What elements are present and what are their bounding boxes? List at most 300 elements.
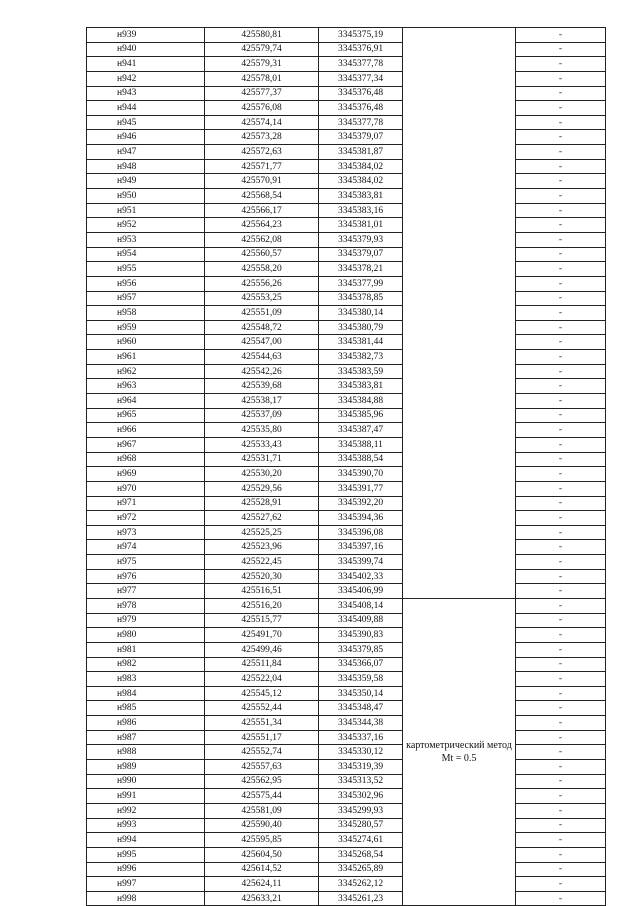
y-coordinate-cell: 3345388,11 <box>319 437 403 452</box>
y-coordinate-cell: 3345384,02 <box>319 174 403 189</box>
x-coordinate-cell: 425557,63 <box>205 760 319 775</box>
table-row <box>87 584 606 599</box>
error-cell: - <box>516 877 606 892</box>
table-row <box>87 803 606 818</box>
point-id-cell: н961 <box>87 350 205 365</box>
table-row <box>87 847 606 862</box>
error-cell: - <box>516 569 606 584</box>
table-row <box>87 86 606 101</box>
error-cell: - <box>516 350 606 365</box>
error-cell: - <box>516 86 606 101</box>
point-id-cell: н988 <box>87 745 205 760</box>
error-cell: - <box>516 262 606 277</box>
y-coordinate-cell: 3345380,79 <box>319 320 403 335</box>
table-row <box>87 540 606 555</box>
x-coordinate-cell: 425614,52 <box>205 862 319 877</box>
x-coordinate-cell: 425547,00 <box>205 335 319 350</box>
point-id-cell: н944 <box>87 101 205 116</box>
error-cell: - <box>516 364 606 379</box>
error-cell: - <box>516 716 606 731</box>
y-coordinate-cell: 3345379,07 <box>319 247 403 262</box>
x-coordinate-cell: 425579,74 <box>205 42 319 57</box>
table-row <box>87 394 606 409</box>
y-coordinate-cell: 3345268,54 <box>319 847 403 862</box>
y-coordinate-cell: 3345330,12 <box>319 745 403 760</box>
x-coordinate-cell: 425537,09 <box>205 408 319 423</box>
table-row <box>87 71 606 86</box>
y-coordinate-cell: 3345348,47 <box>319 701 403 716</box>
y-coordinate-cell: 3345391,77 <box>319 481 403 496</box>
error-cell: - <box>516 71 606 86</box>
x-coordinate-cell: 425551,17 <box>205 730 319 745</box>
table-row <box>87 774 606 789</box>
point-id-cell: н952 <box>87 218 205 233</box>
error-cell: - <box>516 833 606 848</box>
y-coordinate-cell: 3345377,78 <box>319 57 403 72</box>
point-id-cell: н993 <box>87 818 205 833</box>
x-coordinate-cell: 425571,77 <box>205 159 319 174</box>
x-coordinate-cell: 425530,20 <box>205 467 319 482</box>
point-id-cell: н983 <box>87 672 205 687</box>
table-row <box>87 159 606 174</box>
point-id-cell: н978 <box>87 598 205 613</box>
table-row <box>87 511 606 526</box>
table-row <box>87 481 606 496</box>
point-id-cell: н985 <box>87 701 205 716</box>
y-coordinate-cell: 3345390,70 <box>319 467 403 482</box>
y-coordinate-cell: 3345376,48 <box>319 101 403 116</box>
x-coordinate-cell: 425551,09 <box>205 306 319 321</box>
table-row <box>87 364 606 379</box>
point-id-cell: н959 <box>87 320 205 335</box>
x-coordinate-cell: 425531,71 <box>205 452 319 467</box>
table-row <box>87 189 606 204</box>
table-row <box>87 350 606 365</box>
point-id-cell: н982 <box>87 657 205 672</box>
table-row <box>87 262 606 277</box>
point-id-cell: н942 <box>87 71 205 86</box>
x-coordinate-cell: 425522,04 <box>205 672 319 687</box>
point-id-cell: н949 <box>87 174 205 189</box>
y-coordinate-cell: 3345387,47 <box>319 423 403 438</box>
y-coordinate-cell: 3345319,39 <box>319 760 403 775</box>
x-coordinate-cell: 425539,68 <box>205 379 319 394</box>
y-coordinate-cell: 3345379,93 <box>319 232 403 247</box>
point-id-cell: н987 <box>87 730 205 745</box>
point-id-cell: н995 <box>87 847 205 862</box>
y-coordinate-cell: 3345381,01 <box>319 218 403 233</box>
y-coordinate-cell: 3345337,16 <box>319 730 403 745</box>
error-cell: - <box>516 760 606 775</box>
table-row <box>87 525 606 540</box>
error-cell: - <box>516 598 606 613</box>
error-cell: - <box>516 189 606 204</box>
y-coordinate-cell: 3345409,88 <box>319 613 403 628</box>
y-coordinate-cell: 3345378,21 <box>319 262 403 277</box>
y-coordinate-cell: 3345380,14 <box>319 306 403 321</box>
y-coordinate-cell: 3345394,36 <box>319 511 403 526</box>
error-cell: - <box>516 628 606 643</box>
point-id-cell: н974 <box>87 540 205 555</box>
table-row <box>87 101 606 116</box>
point-id-cell: н948 <box>87 159 205 174</box>
table-row <box>87 247 606 262</box>
x-coordinate-cell: 425562,95 <box>205 774 319 789</box>
point-id-cell: н997 <box>87 877 205 892</box>
y-coordinate-cell: 3345302,96 <box>319 789 403 804</box>
table-row <box>87 569 606 584</box>
y-coordinate-cell: 3345402,33 <box>319 569 403 584</box>
error-cell: - <box>516 803 606 818</box>
y-coordinate-cell: 3345313,52 <box>319 774 403 789</box>
point-id-cell: н968 <box>87 452 205 467</box>
point-id-cell: н958 <box>87 306 205 321</box>
x-coordinate-cell: 425511,84 <box>205 657 319 672</box>
x-coordinate-cell: 425580,81 <box>205 28 319 43</box>
point-id-cell: н965 <box>87 408 205 423</box>
point-id-cell: н940 <box>87 42 205 57</box>
point-id-cell: н963 <box>87 379 205 394</box>
error-cell: - <box>516 115 606 130</box>
x-coordinate-cell: 425578,01 <box>205 71 319 86</box>
point-id-cell: н956 <box>87 276 205 291</box>
error-cell: - <box>516 774 606 789</box>
x-coordinate-cell: 425590,40 <box>205 818 319 833</box>
error-cell: - <box>516 862 606 877</box>
x-coordinate-cell: 425551,34 <box>205 716 319 731</box>
error-cell: - <box>516 42 606 57</box>
error-cell: - <box>516 306 606 321</box>
error-cell: - <box>516 555 606 570</box>
table-row <box>87 628 606 643</box>
y-coordinate-cell: 3345299,93 <box>319 803 403 818</box>
y-coordinate-cell: 3345408,14 <box>319 598 403 613</box>
table-row <box>87 291 606 306</box>
table-row <box>87 672 606 687</box>
point-id-cell: н941 <box>87 57 205 72</box>
point-id-cell: н975 <box>87 555 205 570</box>
y-coordinate-cell: 3345384,88 <box>319 394 403 409</box>
table-row <box>87 760 606 775</box>
table-row <box>87 423 606 438</box>
x-coordinate-cell: 425633,21 <box>205 891 319 906</box>
y-coordinate-cell: 3345261,23 <box>319 891 403 906</box>
table-row <box>87 57 606 72</box>
point-id-cell: н943 <box>87 86 205 101</box>
x-coordinate-cell: 425573,28 <box>205 130 319 145</box>
point-id-cell: н970 <box>87 481 205 496</box>
table-row <box>87 598 606 613</box>
error-cell: - <box>516 408 606 423</box>
x-coordinate-cell: 425544,63 <box>205 350 319 365</box>
point-id-cell: н989 <box>87 760 205 775</box>
table-row <box>87 642 606 657</box>
x-coordinate-cell: 425579,31 <box>205 57 319 72</box>
x-coordinate-cell: 425516,51 <box>205 584 319 599</box>
table-row <box>87 862 606 877</box>
error-cell: - <box>516 540 606 555</box>
x-coordinate-cell: 425570,91 <box>205 174 319 189</box>
y-coordinate-cell: 3345377,78 <box>319 115 403 130</box>
error-cell: - <box>516 57 606 72</box>
table-row <box>87 28 606 43</box>
table-row <box>87 276 606 291</box>
y-coordinate-cell: 3345379,07 <box>319 130 403 145</box>
point-id-cell: н981 <box>87 642 205 657</box>
x-coordinate-cell: 425535,80 <box>205 423 319 438</box>
x-coordinate-cell: 425529,56 <box>205 481 319 496</box>
table-row <box>87 686 606 701</box>
point-id-cell: н969 <box>87 467 205 482</box>
point-id-cell: н992 <box>87 803 205 818</box>
x-coordinate-cell: 425581,09 <box>205 803 319 818</box>
x-coordinate-cell: 425568,54 <box>205 189 319 204</box>
point-id-cell: н980 <box>87 628 205 643</box>
y-coordinate-cell: 3345383,59 <box>319 364 403 379</box>
error-cell: - <box>516 525 606 540</box>
point-id-cell: н945 <box>87 115 205 130</box>
error-cell: - <box>516 745 606 760</box>
x-coordinate-cell: 425566,17 <box>205 203 319 218</box>
error-cell: - <box>516 145 606 160</box>
table-row <box>87 467 606 482</box>
y-coordinate-cell: 3345388,54 <box>319 452 403 467</box>
x-coordinate-cell: 425624,11 <box>205 877 319 892</box>
error-cell: - <box>516 584 606 599</box>
y-coordinate-cell: 3345274,61 <box>319 833 403 848</box>
table-row <box>87 496 606 511</box>
table-row <box>87 613 606 628</box>
error-cell: - <box>516 291 606 306</box>
table-row <box>87 452 606 467</box>
y-coordinate-cell: 3345366,07 <box>319 657 403 672</box>
y-coordinate-cell: 3345381,44 <box>319 335 403 350</box>
y-coordinate-cell: 3345390,83 <box>319 628 403 643</box>
error-cell: - <box>516 203 606 218</box>
x-coordinate-cell: 425527,62 <box>205 511 319 526</box>
error-cell: - <box>516 437 606 452</box>
x-coordinate-cell: 425515,77 <box>205 613 319 628</box>
error-cell: - <box>516 452 606 467</box>
y-coordinate-cell: 3345375,19 <box>319 28 403 43</box>
error-cell: - <box>516 789 606 804</box>
y-coordinate-cell: 3345350,14 <box>319 686 403 701</box>
point-id-cell: н957 <box>87 291 205 306</box>
table-row <box>87 789 606 804</box>
x-coordinate-cell: 425552,44 <box>205 701 319 716</box>
y-coordinate-cell: 3345383,16 <box>319 203 403 218</box>
x-coordinate-cell: 425548,72 <box>205 320 319 335</box>
x-coordinate-cell: 425552,74 <box>205 745 319 760</box>
y-coordinate-cell: 3345265,89 <box>319 862 403 877</box>
error-cell: - <box>516 379 606 394</box>
y-coordinate-cell: 3345376,91 <box>319 42 403 57</box>
table-row <box>87 701 606 716</box>
point-id-cell: н996 <box>87 862 205 877</box>
table-row <box>87 306 606 321</box>
error-cell: - <box>516 613 606 628</box>
x-coordinate-cell: 425564,23 <box>205 218 319 233</box>
error-cell: - <box>516 730 606 745</box>
table-row <box>87 335 606 350</box>
error-cell: - <box>516 511 606 526</box>
error-cell: - <box>516 467 606 482</box>
point-id-cell: н971 <box>87 496 205 511</box>
error-cell: - <box>516 159 606 174</box>
table-row <box>87 145 606 160</box>
x-coordinate-cell: 425516,20 <box>205 598 319 613</box>
method-cell <box>403 28 516 599</box>
point-id-cell: н951 <box>87 203 205 218</box>
point-id-cell: н964 <box>87 394 205 409</box>
y-coordinate-cell: 3345392,20 <box>319 496 403 511</box>
error-cell: - <box>516 496 606 511</box>
table-row <box>87 130 606 145</box>
point-id-cell: н960 <box>87 335 205 350</box>
table-row <box>87 891 606 906</box>
error-cell: - <box>516 818 606 833</box>
x-coordinate-cell: 425523,96 <box>205 540 319 555</box>
point-id-cell: н973 <box>87 525 205 540</box>
error-cell: - <box>516 891 606 906</box>
x-coordinate-cell: 425577,37 <box>205 86 319 101</box>
point-id-cell: н939 <box>87 28 205 43</box>
y-coordinate-cell: 3345378,85 <box>319 291 403 306</box>
error-cell: - <box>516 320 606 335</box>
table-row <box>87 320 606 335</box>
x-coordinate-cell: 425572,63 <box>205 145 319 160</box>
error-cell: - <box>516 335 606 350</box>
x-coordinate-cell: 425575,44 <box>205 789 319 804</box>
table-row <box>87 379 606 394</box>
y-coordinate-cell: 3345376,48 <box>319 86 403 101</box>
point-id-cell: н955 <box>87 262 205 277</box>
y-coordinate-cell: 3345383,81 <box>319 189 403 204</box>
method-cell <box>403 598 516 905</box>
error-cell: - <box>516 130 606 145</box>
y-coordinate-cell: 3345377,34 <box>319 71 403 86</box>
point-id-cell: н947 <box>87 145 205 160</box>
x-coordinate-cell: 425560,57 <box>205 247 319 262</box>
y-coordinate-cell: 3345384,02 <box>319 159 403 174</box>
x-coordinate-cell: 425520,30 <box>205 569 319 584</box>
error-cell: - <box>516 657 606 672</box>
error-cell: - <box>516 701 606 716</box>
x-coordinate-cell: 425556,26 <box>205 276 319 291</box>
coordinates-table <box>86 27 606 906</box>
y-coordinate-cell: 3345262,12 <box>319 877 403 892</box>
y-coordinate-cell: 3345382,73 <box>319 350 403 365</box>
table-row <box>87 115 606 130</box>
table-row <box>87 730 606 745</box>
y-coordinate-cell: 3345385,96 <box>319 408 403 423</box>
point-id-cell: н994 <box>87 833 205 848</box>
table-row <box>87 833 606 848</box>
table-row <box>87 437 606 452</box>
y-coordinate-cell: 3345377,99 <box>319 276 403 291</box>
table-row <box>87 174 606 189</box>
error-cell: - <box>516 247 606 262</box>
y-coordinate-cell: 3345397,16 <box>319 540 403 555</box>
point-id-cell: н962 <box>87 364 205 379</box>
point-id-cell: н976 <box>87 569 205 584</box>
error-cell: - <box>516 232 606 247</box>
point-id-cell: н967 <box>87 437 205 452</box>
x-coordinate-cell: 425528,91 <box>205 496 319 511</box>
error-cell: - <box>516 672 606 687</box>
point-id-cell: н953 <box>87 232 205 247</box>
point-id-cell: н991 <box>87 789 205 804</box>
y-coordinate-cell: 3345399,74 <box>319 555 403 570</box>
x-coordinate-cell: 425542,26 <box>205 364 319 379</box>
error-cell: - <box>516 847 606 862</box>
x-coordinate-cell: 425533,43 <box>205 437 319 452</box>
y-coordinate-cell: 3345396,08 <box>319 525 403 540</box>
x-coordinate-cell: 425604,50 <box>205 847 319 862</box>
table-row <box>87 716 606 731</box>
x-coordinate-cell: 425553,25 <box>205 291 319 306</box>
x-coordinate-cell: 425558,20 <box>205 262 319 277</box>
error-cell: - <box>516 642 606 657</box>
table-row <box>87 408 606 423</box>
x-coordinate-cell: 425491,70 <box>205 628 319 643</box>
x-coordinate-cell: 425525,25 <box>205 525 319 540</box>
y-coordinate-cell: 3345381,87 <box>319 145 403 160</box>
method-text: картометрический метод Mt = 0.5 <box>406 740 512 765</box>
point-id-cell: н950 <box>87 189 205 204</box>
table-row <box>87 818 606 833</box>
x-coordinate-cell: 425499,46 <box>205 642 319 657</box>
table-row <box>87 657 606 672</box>
point-id-cell: н954 <box>87 247 205 262</box>
point-id-cell: н990 <box>87 774 205 789</box>
x-coordinate-cell: 425574,14 <box>205 115 319 130</box>
table-row <box>87 745 606 760</box>
point-id-cell: н979 <box>87 613 205 628</box>
table-row <box>87 218 606 233</box>
point-id-cell: н966 <box>87 423 205 438</box>
point-id-cell: н977 <box>87 584 205 599</box>
error-cell: - <box>516 276 606 291</box>
table-row <box>87 203 606 218</box>
table-row <box>87 232 606 247</box>
x-coordinate-cell: 425576,08 <box>205 101 319 116</box>
error-cell: - <box>516 174 606 189</box>
y-coordinate-cell: 3345379,85 <box>319 642 403 657</box>
y-coordinate-cell: 3345280,57 <box>319 818 403 833</box>
x-coordinate-cell: 425522,45 <box>205 555 319 570</box>
error-cell: - <box>516 101 606 116</box>
error-cell: - <box>516 218 606 233</box>
error-cell: - <box>516 394 606 409</box>
table-row <box>87 877 606 892</box>
coordinates-table-body <box>87 28 606 906</box>
y-coordinate-cell: 3345344,38 <box>319 716 403 731</box>
y-coordinate-cell: 3345383,81 <box>319 379 403 394</box>
y-coordinate-cell: 3345359,58 <box>319 672 403 687</box>
error-cell: - <box>516 481 606 496</box>
point-id-cell: н972 <box>87 511 205 526</box>
x-coordinate-cell: 425595,85 <box>205 833 319 848</box>
y-coordinate-cell: 3345406,99 <box>319 584 403 599</box>
point-id-cell: н946 <box>87 130 205 145</box>
table-row <box>87 555 606 570</box>
error-cell: - <box>516 686 606 701</box>
error-cell: - <box>516 28 606 43</box>
point-id-cell: н984 <box>87 686 205 701</box>
x-coordinate-cell: 425538,17 <box>205 394 319 409</box>
point-id-cell: н998 <box>87 891 205 906</box>
